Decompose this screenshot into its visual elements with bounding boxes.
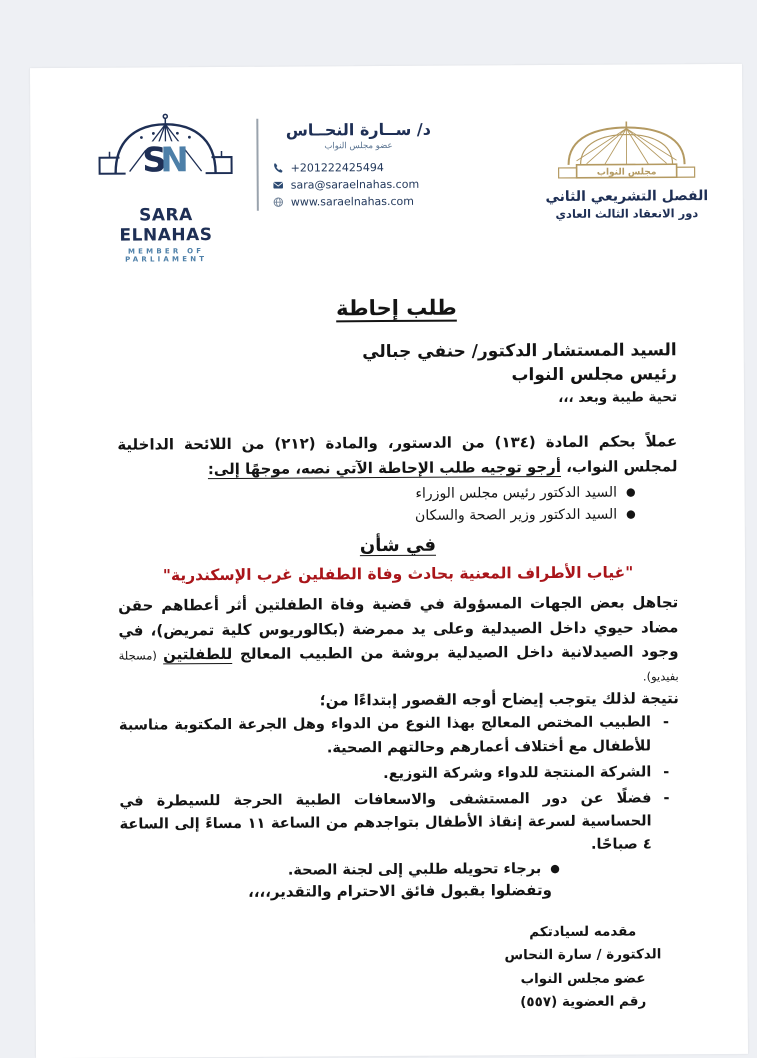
contact-email: sara@saraelnahas.com xyxy=(291,178,420,192)
mp-logo-name: SARA ELNAHAS xyxy=(91,205,241,246)
mp-dome-icon xyxy=(95,111,236,208)
addressee-role: رئيس مجلس النواب xyxy=(117,364,677,387)
bullet-icon: ● xyxy=(626,483,636,501)
regarding-heading: في شأن xyxy=(118,534,678,558)
list-item xyxy=(118,481,636,507)
recipients-list xyxy=(118,481,636,529)
contact-website: www.saraelnahas.com xyxy=(291,195,414,209)
greeting-line: تحية طيبة وبعد ،،، xyxy=(117,389,677,408)
contact-email-row xyxy=(273,178,445,192)
points-list xyxy=(119,712,670,860)
bullet-icon: ● xyxy=(626,505,636,523)
addressee-block xyxy=(117,340,677,408)
closing-line: وتفضلوا بقبول فائق الاحترام والتقدير،،،، xyxy=(120,880,680,901)
signature-line: عضو مجلس النواب xyxy=(475,967,690,992)
document-title: طلب إحاطة xyxy=(116,294,676,321)
subject-line: "غياب الأطراف المعنية بحادث وفاة الطفلين غرب الإسكندرية" xyxy=(118,564,678,585)
parliament-logo xyxy=(540,120,713,221)
parliament-session-line1: الفصل التشريعي الثاني xyxy=(541,188,713,205)
contact-name: د/ ســارة النحــاس xyxy=(272,120,444,140)
letterhead-divider xyxy=(256,119,259,211)
globe-icon xyxy=(273,197,284,208)
point-text: الطبيب المختص المعالج بهذا النوع من الدواء وهل الجرعة المكتوبة مناسبة للأطفال مع أختلاف أعمارهم وحالتهم الصحية. xyxy=(119,712,651,762)
body-text: تجاهل بعض الجهات المسؤولة في قضية وفاة الطفلتين أثر أعطاهم حقن مضاد حيوي داخل الصيدلية وعلى يد ممرضة (بكالوريوس كلية تمريض)، في وجود الصيدلانية داخل الصيدلية بروشة من الطبيب المعالج xyxy=(118,594,678,663)
request-text: برجاء تحويله طلبي إلى لجنة الصحة. xyxy=(288,861,542,879)
parliament-dome-label: مجلس النواب xyxy=(597,167,657,177)
envelope-icon xyxy=(273,180,284,191)
body-underlined-text: للطفلتين xyxy=(163,645,232,663)
signature-line: الدكتورة / سارة النحاس xyxy=(475,943,690,968)
letter-body xyxy=(31,294,747,902)
body-paragraph xyxy=(118,591,679,692)
list-item xyxy=(119,712,669,762)
document-page xyxy=(30,64,748,1058)
point-text: فضلًا عن دور المستشفى والاسعافات الطبية الحرجة للسيطرة في الحساسية لسرعة إنقاذ الأطفال بتواجدهم من الساعة ١١ مساءً إلى الساعة ٤ صباحًا. xyxy=(119,787,651,860)
contact-phone: +201222425494 xyxy=(291,161,384,175)
intro-normal-text: عملاً بحكم المادة (١٣٤) من الدستور، والمادة (٢١٢) من اللائحة الداخلية لمجلس النواب، xyxy=(117,432,677,475)
signature-block xyxy=(475,920,691,1016)
recipient-text: السيد الدكتور رئيس مجلس الوزراء xyxy=(415,481,617,505)
mp-monogram-s: S xyxy=(142,140,167,180)
parliament-dome-icon xyxy=(546,120,706,187)
intro-underlined-text: أرجو توجيه طلب الإحاطة الآتي نصه، موجهًا إلى: xyxy=(208,458,561,478)
contact-title: عضو مجلس النواب xyxy=(272,141,444,152)
letterhead xyxy=(56,108,713,264)
signature-line: مقدمه لسيادتكم xyxy=(475,920,690,945)
intro-paragraph xyxy=(117,429,677,482)
mp-logo-subtitle: MEMBER OF PARLIAMENT xyxy=(91,247,241,264)
signature-line: رقم العضوية (٥٥٧) xyxy=(476,991,691,1016)
mp-monogram-n: N xyxy=(160,140,189,180)
list-item xyxy=(118,503,636,529)
point-text: الشركة المنتجة للدواء وشركة التوزيع. xyxy=(383,761,651,786)
letterhead-spacer xyxy=(444,109,540,110)
recipient-text: السيد الدكتور وزير الصحة والسكان xyxy=(415,503,617,527)
bullet-icon: ● xyxy=(550,862,560,875)
contact-website-row xyxy=(273,195,445,209)
phone-icon xyxy=(273,163,284,174)
video-note: (مسجلة بفيديو). xyxy=(119,648,679,683)
list-item xyxy=(119,761,669,788)
list-item xyxy=(119,787,669,860)
dash-icon: - xyxy=(663,712,669,735)
mp-logo xyxy=(90,111,241,264)
contact-block xyxy=(272,120,445,209)
result-line: نتيجة لذلك يتوجب إيضاح أوجه القصور إبتداءًا من؛ xyxy=(119,690,679,711)
contact-phone-row xyxy=(273,161,445,175)
parliament-session-line2: دور الانعقاد الثالث العادي xyxy=(541,206,713,221)
dash-icon: - xyxy=(663,761,669,784)
dash-icon: - xyxy=(663,787,669,810)
addressee-name: السيد المستشار الدكتور/ حنفي جبالي xyxy=(117,340,677,363)
committee-request xyxy=(120,861,560,880)
